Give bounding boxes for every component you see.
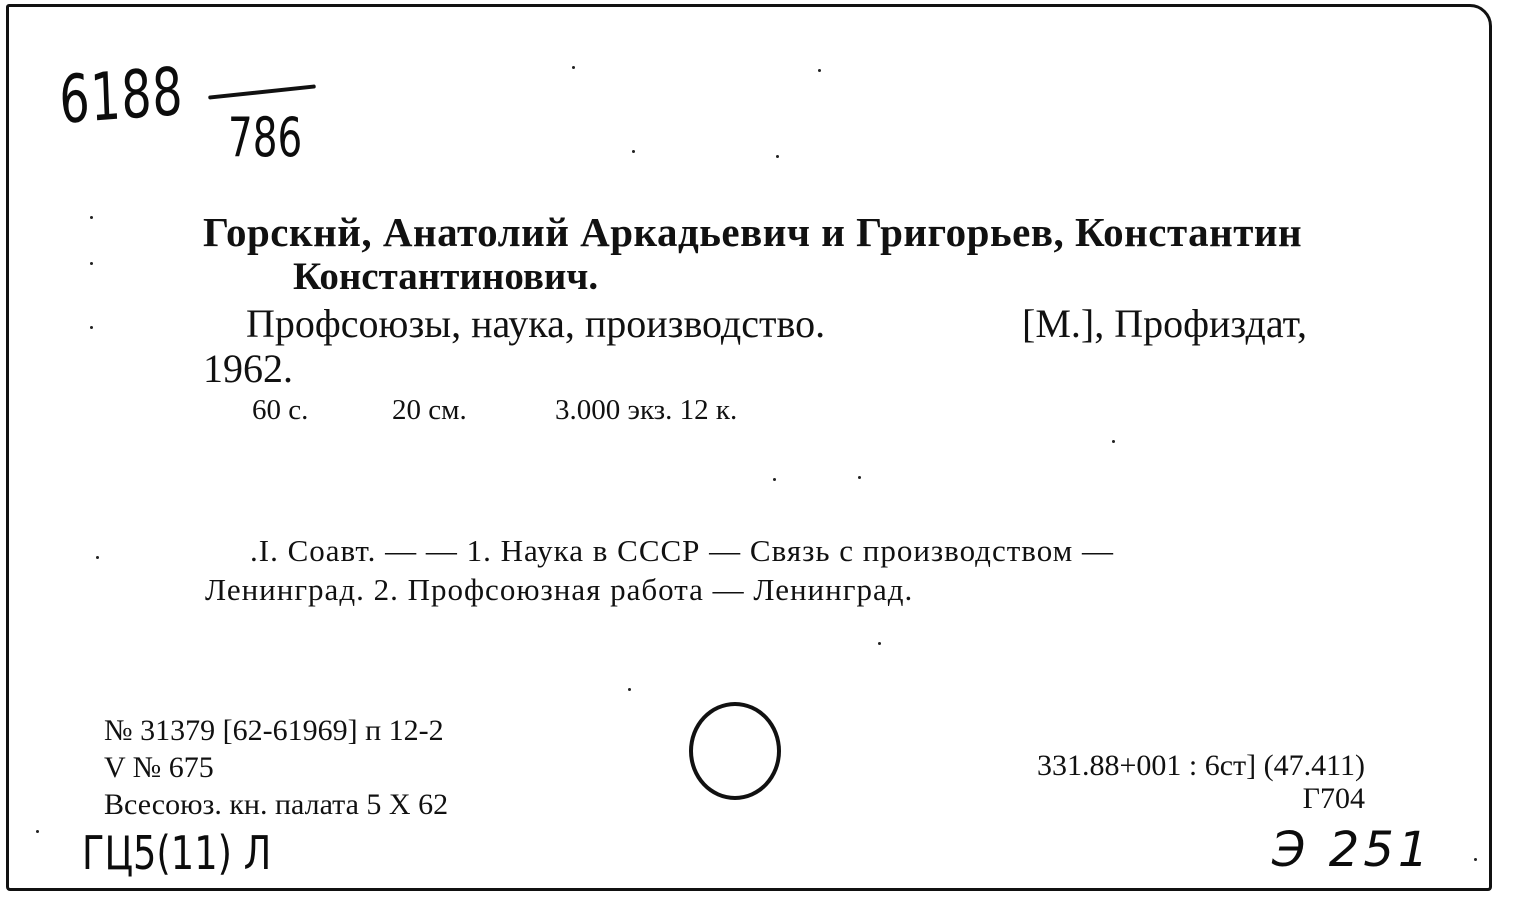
speck <box>878 642 881 645</box>
speck <box>90 216 93 219</box>
speck <box>36 830 39 833</box>
registry-v-number: V № 675 <box>104 751 214 784</box>
handwritten-inventory-number: Э 251 <box>1272 822 1433 878</box>
subject-notes-line-1: .I. Соавт. — — 1. Наука в СССР — Связь с производством — <box>250 533 1114 568</box>
speck <box>818 69 821 72</box>
author-mark: Г704 <box>1302 782 1365 815</box>
book-size: 20 см. <box>392 394 467 426</box>
speck <box>90 262 93 265</box>
book-title: Профсоюзы, наука, производство. <box>246 301 826 346</box>
publication-year: 1962. <box>203 346 293 391</box>
call-number-main: 6188 <box>58 52 185 139</box>
speck <box>1112 440 1115 443</box>
handwritten-shelf-note: ГЦ5(11) Л <box>82 826 272 880</box>
speck <box>1474 858 1477 861</box>
speck <box>96 556 99 559</box>
page-count: 60 с. <box>252 394 309 426</box>
classification-code: 331.88+001 : 6ст] (47.411) <box>1036 749 1365 782</box>
author-line-1: Горскнй, Анатолий Аркадьевич и Григорьев, Константин <box>203 209 1303 255</box>
publisher: [М.], Профиздат, <box>1022 301 1308 346</box>
stamp-circle-icon <box>689 702 781 800</box>
speck <box>572 66 575 69</box>
registry-number: № 31379 [62-61969] п 12-2 <box>104 714 444 747</box>
speck <box>776 155 779 158</box>
copies-price: 3.000 экз. 12 к. <box>555 394 738 426</box>
book-chamber-date: Всесоюз. кн. палата 5 X 62 <box>104 788 449 821</box>
call-number-sub: 786 <box>228 106 303 169</box>
speck <box>628 688 631 691</box>
speck <box>632 150 635 153</box>
speck <box>858 476 861 479</box>
speck <box>90 326 93 329</box>
subject-notes-line-2: Ленинград. 2. Профсоюзная работа — Ленинград. <box>205 572 914 607</box>
author-line-2: Константинович. <box>293 255 599 298</box>
speck <box>773 478 776 481</box>
